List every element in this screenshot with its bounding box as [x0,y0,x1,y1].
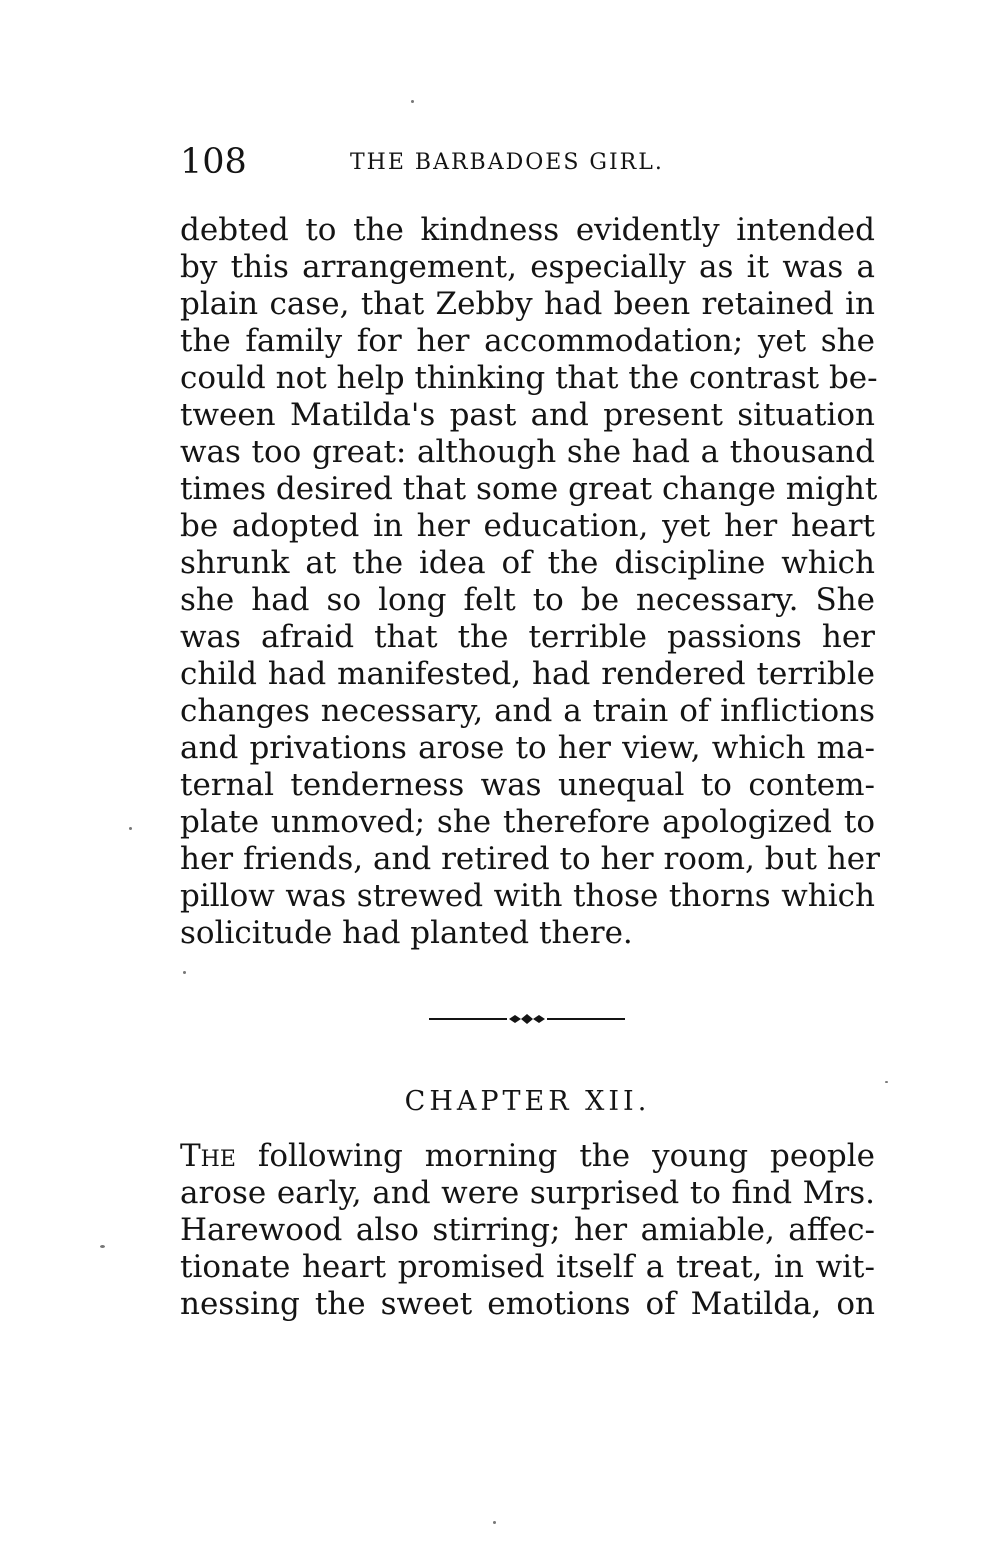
text-line: her friends, and retired to her room, but her [180,841,880,877]
text-line: pillow was strewed with those thorns which [180,878,875,914]
text-line: shrunk at the idea of the discipline which [180,545,875,581]
drop-word: The [180,1138,236,1174]
text-line: solicitude had planted there. [180,915,633,951]
text-line: was afraid that the terrible passions her [180,619,875,655]
print-speck [493,1521,496,1524]
text-line: times desired that some great change might [180,471,878,507]
text-line: was too great: although she had a thousand [180,434,875,470]
running-head [180,142,880,182]
text-line: debted to the kindness evidently intended [180,212,875,248]
text-line: by this arrangement, especially as it was a [180,249,875,285]
text-line [180,1138,875,1175]
print-speck [129,827,132,830]
running-title: THE BARBADOES GIRL. [350,150,664,175]
print-speck [411,100,414,103]
chapter-opening-paragraph [180,1138,875,1323]
print-speck [885,1081,888,1083]
text-line: could not help thinking that the contrast be- [180,360,878,396]
text-line: child had manifested, had rendered terrible [180,656,875,692]
text-line: she had so long felt to be necessary. She [180,582,875,618]
print-speck [183,971,186,974]
text-line: arose early, and were surprised to find Mrs. [180,1175,875,1211]
body-paragraph [180,212,880,952]
text-line: and privations arose to her view, which ma- [180,730,875,766]
chapter-heading: CHAPTER XII. [404,1086,651,1117]
section-divider-ornament [429,1011,625,1027]
text-line: the family for her accommodation; yet she [180,323,875,359]
text-line: be adopted in her education, yet her heart [180,508,875,544]
text-line: plate unmoved; she therefore apologized to [180,804,875,840]
text-line: nessing the sweet emotions of Matilda, on [180,1286,875,1322]
text-line: tween Matilda's past and present situation [180,397,875,433]
text-line: changes necessary, and a train of inflictions [180,693,875,729]
text-line: Harewood also stirring; her amiable, affec- [180,1212,875,1248]
first-line-rest: following morning the young people [235,1138,875,1174]
page-number: 108 [180,142,247,182]
text-line: ternal tenderness was unequal to contem- [180,767,875,803]
print-speck [100,1245,105,1248]
text-line: plain case, that Zebby had been retained in [180,286,875,322]
text-line: tionate heart promised itself a treat, in wit- [180,1249,875,1285]
